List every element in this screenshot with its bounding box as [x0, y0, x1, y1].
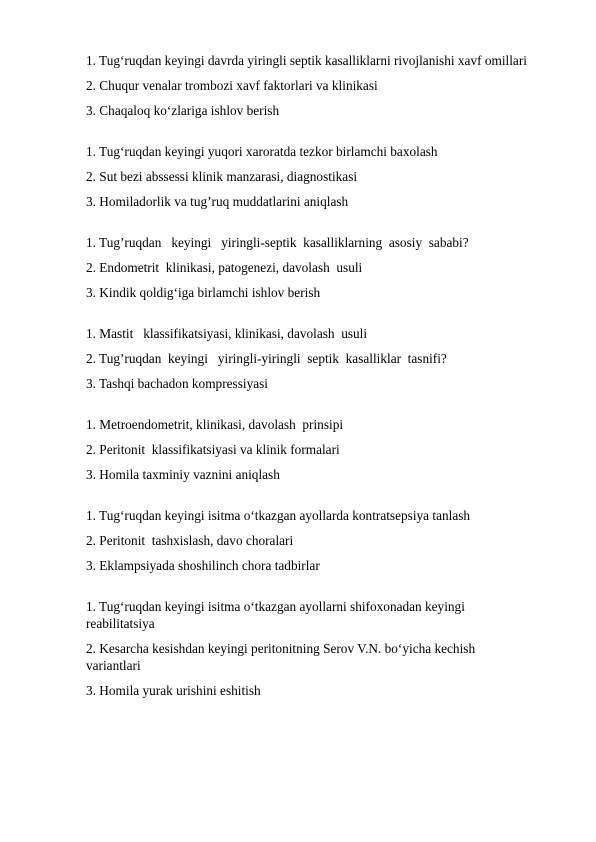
- list-item: 2. Peritonit klassifikatsiyasi va klinik formalari: [86, 442, 340, 457]
- list-item: 3. Tashqi bachadon kompressiyasi: [86, 376, 268, 391]
- list-item: 3. Eklampsiyada shoshilinch chora tadbirlar: [86, 558, 320, 573]
- list-item: 1. Metroendometrit, klinikasi, davolash prinsipi: [86, 417, 344, 432]
- list-item: 3. Chaqaloq ko‘zlariga ishlov berish: [86, 103, 280, 118]
- list-item: 1. Tug‘ruqdan keyingi yuqori xaroratda tezkor birlamchi baxolash: [86, 144, 438, 159]
- list-item: 2. Tug’ruqdan keyingi yiringli-yiringli septik kasalliklar tasnifi?: [86, 351, 447, 366]
- list-item: 2. Chuqur venalar trombozi xavf faktorlari va klinikasi: [86, 78, 378, 93]
- list-item: 1. Tug’ruqdan keyingi yiringli-septik kasalliklarning asosiy sababi?: [86, 235, 469, 250]
- list-item: 3. Homila taxminiy vaznini aniqlash: [86, 467, 280, 482]
- list-item: 1. Mastit klassifikatsiyasi, klinikasi, davolash usuli: [86, 326, 368, 341]
- list-item: 1. Tug‘ruqdan keyingi isitma o‘tkazgan ayollarda kontratsepsiya tanlash: [86, 508, 471, 523]
- list-item: 1. Tug‘ruqdan keyingi isitma o‘tkazgan ayollarni shifoxonadan keyingi reabilitatsiya: [86, 599, 465, 631]
- list-item: 3. Homiladorlik va tug’ruq muddatlarini aniqlash: [86, 194, 349, 209]
- list-item: 2. Endometrit klinikasi, patogenezi, davolash usuli: [86, 260, 363, 275]
- list-item: 2. Sut bezi abssessi klinik manzarasi, diagnostikasi: [86, 169, 358, 184]
- list-item: 2. Kesarcha kesishdan keyingi peritonitning Serov V.N. bo‘yicha kechish variantlari: [86, 641, 476, 673]
- list-item: 2. Peritonit tashxislash, davo choralari: [86, 533, 294, 548]
- list-item: 3. Homila yurak urishini eshitish: [86, 683, 261, 698]
- list-item: 1. Tug‘ruqdan keyingi davrda yiringli septik kasalliklarni rivojlanishi xavf omillari: [86, 53, 527, 68]
- list-item: 3. Kindik qoldig‘iga birlamchi ishlov berish: [86, 285, 321, 300]
